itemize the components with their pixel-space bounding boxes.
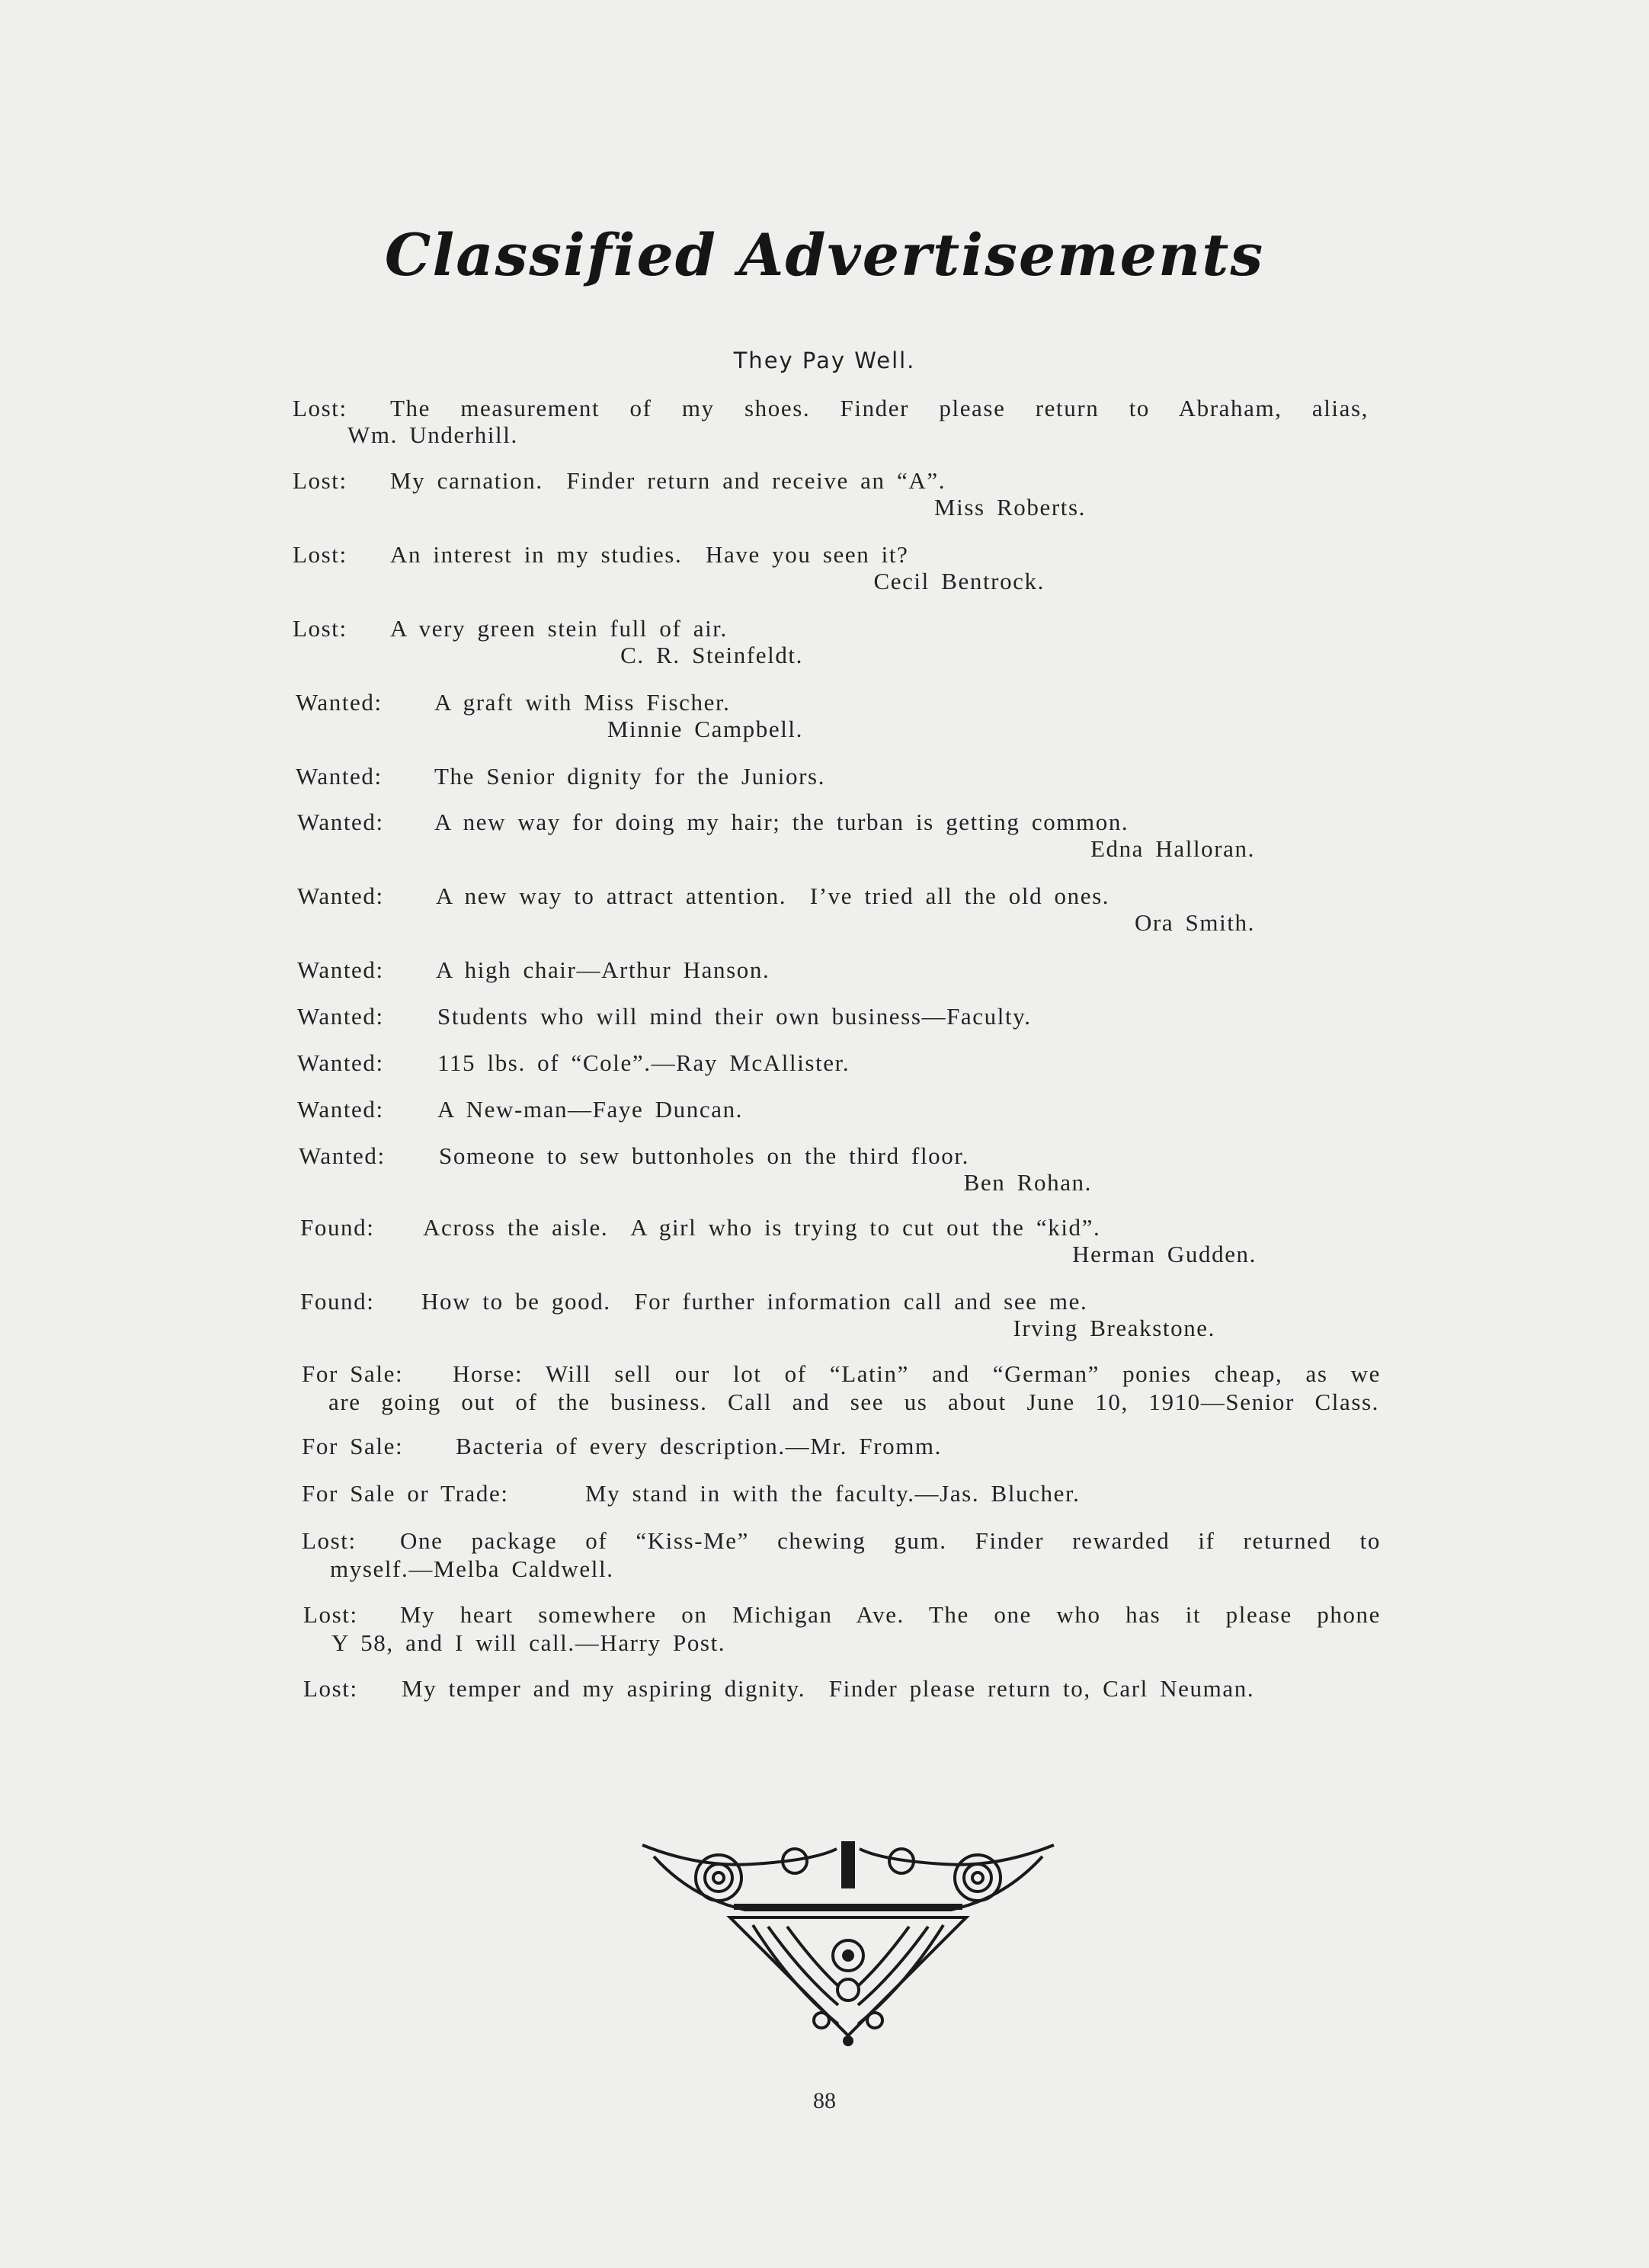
ad-text-line: How to be good. For further information call and see me. <box>421 1288 1088 1315</box>
ad-signature: Miss Roberts. <box>933 494 1086 521</box>
ad-text-line: Wm. Underhill. <box>347 421 518 448</box>
ad-text-line: One package of “Kiss-Me” chewing gum. Finder rewarded if returned to <box>400 1527 1381 1554</box>
ad-text-line: An interest in my studies. Have you seen it? <box>390 541 909 568</box>
ad-signature: Ora Smith. <box>1134 909 1255 936</box>
ad-label: Wanted: <box>296 689 383 716</box>
ad-text-line: Horse: Will sell our lot of “Latin” and “German” ponies cheap, as we <box>453 1360 1381 1387</box>
ad-label: Lost: <box>303 1601 358 1628</box>
ad-signature: Minnie Campbell. <box>607 716 803 742</box>
ad-text-line: myself.—Melba Caldwell. <box>330 1555 614 1582</box>
ad-text-line: Y 58, and I will call.—Harry Post. <box>331 1629 726 1656</box>
ad-label: Found: <box>300 1288 375 1315</box>
ad-text-line: My stand in with the faculty.—Jas. Blucher. <box>585 1480 1081 1507</box>
ad-text-line: My heart somewhere on Michigan Ave. The one who has it please phone <box>400 1601 1381 1628</box>
ad-label: Lost: <box>303 1675 358 1702</box>
ad-text-line: A new way for doing my hair; the turban is getting common. <box>434 809 1129 835</box>
ad-label: Wanted: <box>297 1096 384 1123</box>
scroll-ornament-icon <box>639 1841 1058 2047</box>
ad-label: Wanted: <box>297 809 384 835</box>
ad-label: Lost: <box>293 395 347 421</box>
ad-signature: Herman Gudden. <box>1072 1241 1257 1267</box>
ad-text-line: Someone to sew buttonholes on the third floor. <box>439 1142 969 1169</box>
ad-label: Wanted: <box>297 956 384 983</box>
ad-text-line: A New-man—Faye Duncan. <box>437 1096 744 1123</box>
ad-label: Lost: <box>302 1527 357 1554</box>
ad-text-line: Bacteria of every description.—Mr. Fromm. <box>456 1433 942 1459</box>
ad-label: For Sale: <box>302 1360 404 1387</box>
ad-signature: Cecil Bentrock. <box>873 568 1045 594</box>
ad-text-line: The measurement of my shoes. Finder please return to Abraham, alias, <box>390 395 1369 421</box>
ad-label: Lost: <box>293 467 347 494</box>
ad-text-line: are going out of the business. Call and see us about June 10, 1910—Senior Class. <box>328 1389 1379 1415</box>
ad-signature: Edna Halloran. <box>1090 835 1255 862</box>
ad-label: Found: <box>300 1214 375 1241</box>
ad-label: Wanted: <box>299 1142 386 1169</box>
ad-label: For Sale: <box>302 1433 404 1459</box>
ad-label: For Sale or Trade: <box>302 1480 509 1507</box>
ad-label: Wanted: <box>296 763 383 790</box>
ad-text-line: 115 lbs. of “Cole”.—Ray McAllister. <box>437 1049 850 1076</box>
ad-signature: Ben Rohan. <box>963 1169 1092 1196</box>
ad-text-line: A graft with Miss Fischer. <box>434 689 731 716</box>
ad-text-line: The Senior dignity for the Juniors. <box>434 763 826 790</box>
ad-signature: Irving Breakstone. <box>1013 1315 1215 1341</box>
ad-text-line: A high chair—Arthur Hanson. <box>436 956 770 983</box>
ad-label: Wanted: <box>297 1003 384 1030</box>
page-subtitle: They Pay Well. <box>733 348 916 373</box>
ad-label: Wanted: <box>297 1049 384 1076</box>
ad-text-line: My temper and my aspiring dignity. Finder please return to, Carl Neuman. <box>402 1675 1255 1702</box>
ad-label: Lost: <box>293 541 347 568</box>
ad-text-line: A new way to attract attention. I’ve tried all the old ones. <box>436 883 1110 909</box>
ad-text-line: A very green stein full of air. <box>390 615 728 642</box>
ad-text-line: Students who will mind their own business—Faculty. <box>437 1003 1032 1030</box>
ad-text-line: My carnation. Finder return and receive an “A”. <box>390 467 946 494</box>
ad-signature: C. R. Steinfeldt. <box>620 642 803 668</box>
page-number: 88 <box>813 2088 836 2113</box>
page-title: Classified Advertisements <box>384 221 1265 289</box>
ad-text-line: Across the aisle. A girl who is trying to cut out the “kid”. <box>423 1214 1101 1241</box>
ad-label: Lost: <box>293 615 347 642</box>
ad-label: Wanted: <box>297 883 384 909</box>
